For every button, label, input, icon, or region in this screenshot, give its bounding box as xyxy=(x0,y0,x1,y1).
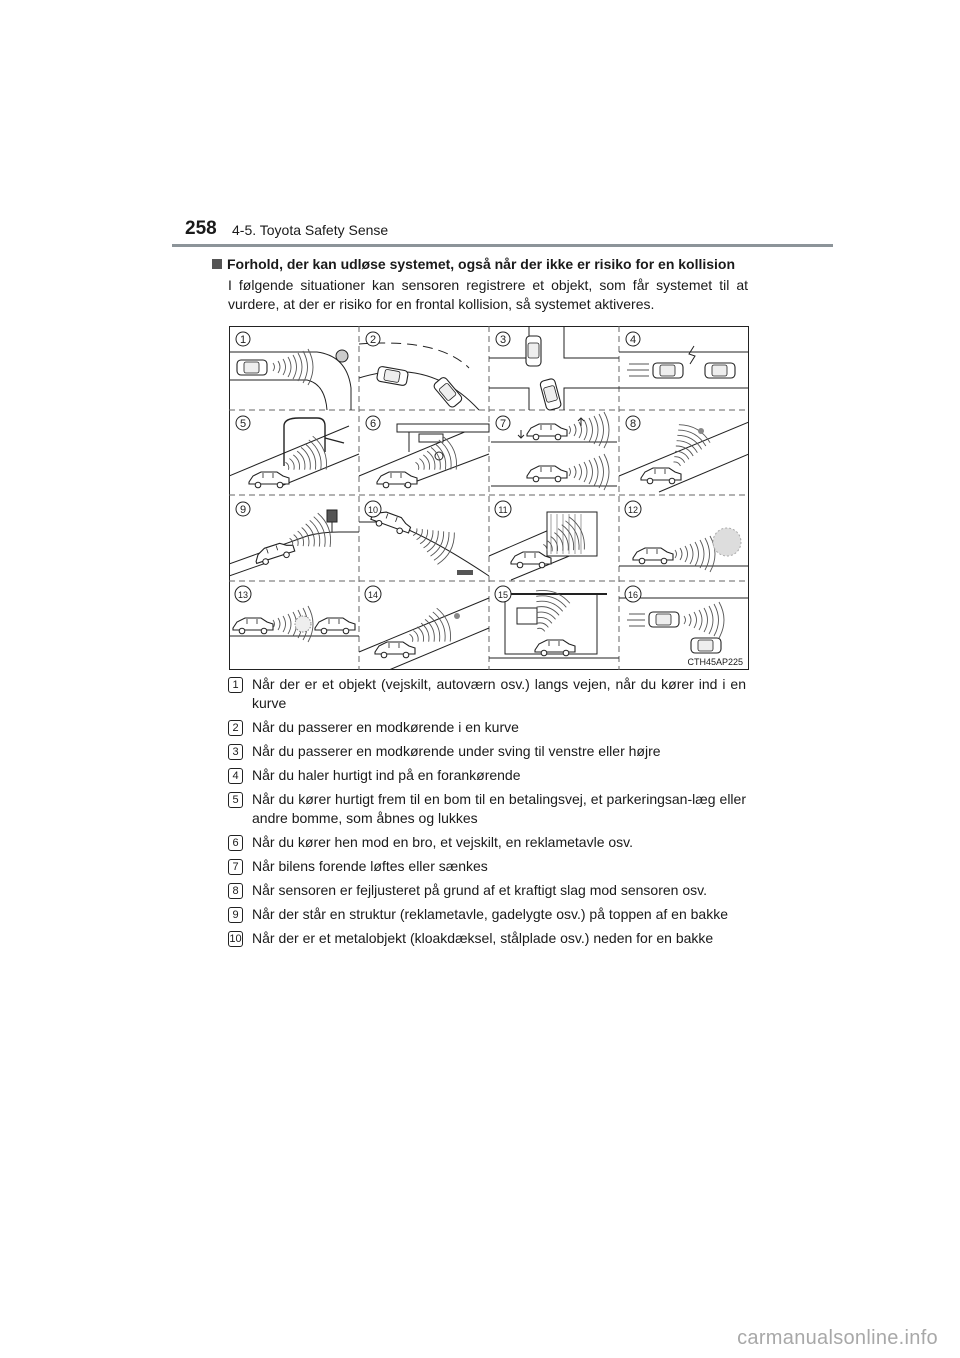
panel-number-4 xyxy=(626,332,640,346)
list-item xyxy=(228,857,746,876)
item-number: 1 xyxy=(228,677,243,693)
section-heading xyxy=(212,256,735,272)
panel-number-12 xyxy=(625,501,641,517)
item-number: 9 xyxy=(228,907,243,923)
item-text: Når du passerer en modkørende i en kurve xyxy=(252,719,519,735)
watermark[interactable]: carmanualsonline.info xyxy=(737,1327,938,1349)
svg-text:10: 10 xyxy=(367,505,379,515)
svg-text:11: 11 xyxy=(498,505,508,515)
svg-text:5: 5 xyxy=(239,418,247,430)
panel-number-15 xyxy=(495,586,511,602)
item-text: Når bilens forende løftes eller sænkes xyxy=(252,858,488,874)
item-number: 6 xyxy=(228,835,243,851)
item-number: 3 xyxy=(228,744,243,760)
item-text: Når du kører hen mod en bro, et vejskilt, en reklametavle osv. xyxy=(252,834,634,850)
item-number: 4 xyxy=(228,768,243,784)
svg-text:16: 16 xyxy=(627,590,639,600)
svg-text:15: 15 xyxy=(497,590,509,600)
panel-number-7 xyxy=(496,416,510,430)
svg-text:3: 3 xyxy=(499,334,507,346)
list-item xyxy=(228,718,746,737)
illustration-svg xyxy=(229,326,749,670)
item-number: 7 xyxy=(228,859,243,875)
svg-text:14: 14 xyxy=(367,590,379,600)
item-number: 5 xyxy=(228,792,243,808)
panel-number-14 xyxy=(365,586,381,602)
list-item xyxy=(228,833,746,852)
page-number: 258 xyxy=(185,218,217,239)
item-number: 10 xyxy=(229,933,242,945)
svg-text:13: 13 xyxy=(237,590,249,600)
svg-text:2: 2 xyxy=(369,334,377,346)
item-text: Når der står en struktur (reklametavle, gadelygte osv.) på toppen af en bakke xyxy=(252,906,728,922)
list-item xyxy=(228,881,746,900)
list-item xyxy=(228,790,746,828)
panel-number-13 xyxy=(235,586,251,602)
item-text: Når du kører hurtigt frem til en bom til en betalingsvej, et parkeringsan-læg eller andre bomme, som åbnes og lukkes xyxy=(252,791,746,826)
list-item xyxy=(228,742,746,761)
list-item xyxy=(228,766,746,785)
list-item xyxy=(228,675,746,713)
svg-text:9: 9 xyxy=(239,504,247,516)
item-text: Når der er et metalobjekt (kloakdæksel, stålplade osv.) neden for en bakke xyxy=(252,930,714,946)
panel-number-2 xyxy=(366,332,380,346)
item-text: Når du passerer en modkørende under sving til venstre eller højre xyxy=(252,743,661,759)
header-rule xyxy=(172,244,833,247)
panel-number-9 xyxy=(236,502,250,516)
figure-code: CTH45AP225 xyxy=(687,657,743,667)
item-text: Når sensoren er fejljusteret på grund af et kraftigt slag mod sensoren osv. xyxy=(252,882,707,898)
panel-number-1 xyxy=(236,332,250,346)
svg-text:8: 8 xyxy=(629,418,637,430)
svg-text:12: 12 xyxy=(627,505,639,515)
svg-text:6: 6 xyxy=(369,418,377,430)
panel-number-6 xyxy=(366,416,380,430)
list-item xyxy=(228,905,746,924)
svg-text:4: 4 xyxy=(629,334,637,346)
item-number: 8 xyxy=(228,883,243,899)
item-text: Når der er et objekt (vejskilt, autoværn osv.) langs vejen, når du kører ind i en kurve xyxy=(252,676,746,711)
panel-number-8 xyxy=(626,416,640,430)
item-list xyxy=(228,675,746,953)
svg-text:1: 1 xyxy=(239,334,247,346)
item-text: Når du haler hurtigt ind på en forankørende xyxy=(252,767,521,783)
intro-paragraph: I følgende situationer kan sensoren registrere et objekt, som får systemet til at vurdere, at der er risiko for en frontal kollision, så systemet aktiveres. xyxy=(228,277,748,312)
panel-number-16 xyxy=(625,586,641,602)
panel-number-3 xyxy=(496,332,510,346)
heading-text: Forhold, der kan udløse systemet, også når der ikke er risiko for en kollision xyxy=(227,256,736,272)
svg-text:7: 7 xyxy=(499,418,507,430)
list-item xyxy=(228,929,746,948)
panel-number-10 xyxy=(365,501,381,517)
panel-number-11 xyxy=(495,501,511,517)
item-number: 2 xyxy=(228,720,243,736)
illustration-grid xyxy=(229,326,749,670)
heading-square-icon xyxy=(212,259,222,269)
section-title: 4-5. Toyota Safety Sense xyxy=(232,222,389,238)
panel-number-5 xyxy=(236,416,250,430)
